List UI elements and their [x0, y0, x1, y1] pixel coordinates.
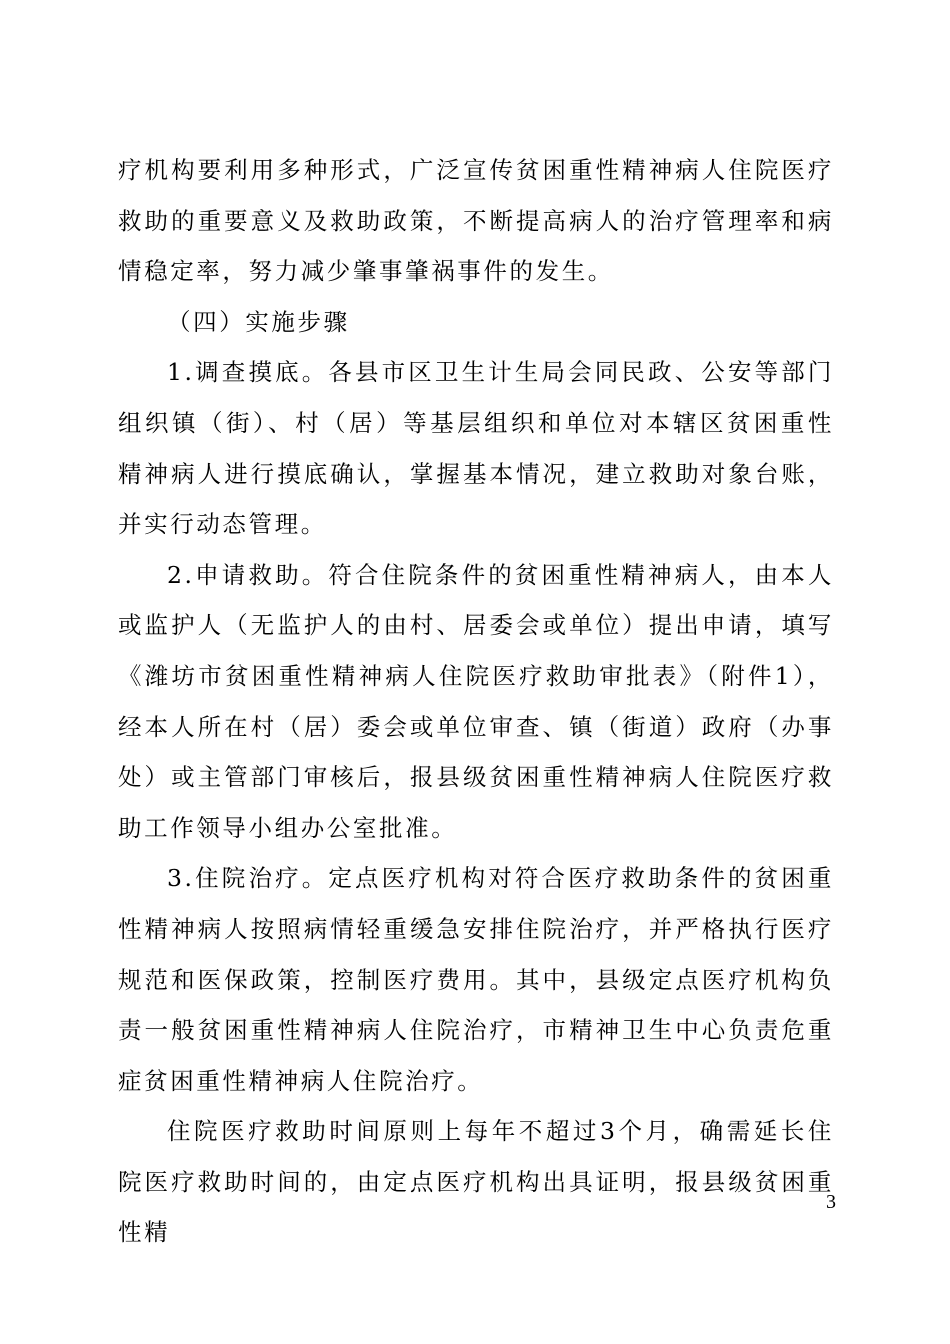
body-text — [118, 145, 834, 1258]
paragraph-step-1: 1.调查摸底。各县市区卫生计生局会同民政、公安等部门组织镇（街）、村（居）等基层组织和单位对本辖区贫困重性精神病人进行摸底确认，掌握基本情况，建立救助对象台账，并实行动态管理。 — [118, 358, 834, 539]
paragraph-step-2: 2.申请救助。符合住院条件的贫困重性精神病人，由本人或监护人（无监护人的由村、居委会或单位）提出申请，填写《潍坊市贫困重性精神病人住院医疗救助审批表》（附件1），经本人所在村（居）委会或单位审查、镇（街道）政府（办事处）或主管部门审核后，报县级贫困重性精神病人住院医疗救助工作领导小组办公室批准。 — [118, 560, 834, 842]
paragraph-step-3: 3.住院治疗。定点医疗机构对符合医疗救助条件的贫困重性精神病人按照病情轻重缓急安排住院治疗，并严格执行医疗规范和医保政策，控制医疗费用。其中，县级定点医疗机构负责一般贫困重性精神病人住院治疗，市精神卫生中心负责危重症贫困重性精神病人住院治疗。 — [118, 864, 834, 1095]
section-heading: （四）实施步骤 — [167, 307, 350, 336]
paragraph-continuation: 疗机构要利用多种形式，广泛宣传贫困重性精神病人住院医疗救助的重要意义及救助政策，不断提高病人的治疗管理率和病情稳定率，努力减少肇事肇祸事件的发生。 — [118, 156, 834, 286]
page-number: 3 — [826, 1191, 836, 1213]
paragraph-duration: 住院医疗救助时间原则上每年不超过3个月，确需延长住院医疗救助时间的，由定点医疗机构出具证明，报县级贫困重性精 — [118, 1117, 834, 1247]
